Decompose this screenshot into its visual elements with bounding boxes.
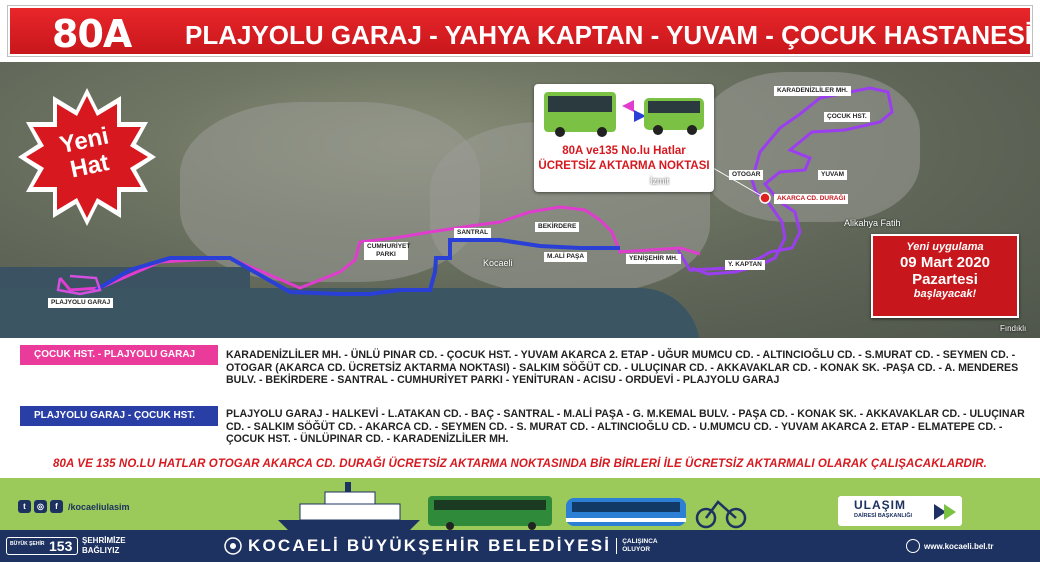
facebook-icon[interactable]: f: [50, 500, 63, 513]
route-description: [0, 338, 1040, 478]
stop-label: PLAJYOLU GARAJ: [48, 298, 113, 308]
footer-transport-strip: [0, 478, 1040, 530]
new-line-word1: Yeni: [57, 122, 112, 160]
slogan: [82, 536, 126, 556]
ferry-icon: [278, 482, 420, 530]
ulasim-subtitle: DAİRESİ BAŞKANLIĞI: [854, 513, 913, 519]
stop-label: CUMHURİYET PARKI: [364, 242, 408, 260]
municipality-motto: [622, 538, 657, 554]
globe-icon: [906, 539, 920, 553]
transport-icons: [270, 480, 750, 530]
ulasim-arrow-icon: [930, 500, 958, 524]
date-box-line1: Yeni uygulama: [906, 241, 984, 253]
municipality-name: KOCAELİ BÜYÜKŞEHİR BELEDİYESİ: [248, 536, 612, 555]
hotline-badge-label: BÜYÜK ŞEHİR: [10, 541, 45, 547]
place-name: İzmit: [650, 176, 669, 186]
place-name: Fındıklı: [1000, 324, 1027, 333]
stops-return: PLAJYOLU GARAJ - HALKEVİ - L.ATAKAN CD. - BAÇ - SANTRAL - M.ALİ PAŞA - G. M.KEMAL BULV. - PAŞA CD. - KONAK SK. - AKKAVAKLAR CD. - ULUÇINAR CD. - SALKIM SÖĞÜT CD. - AKARCA CD. - SEYMEN CD. - S. MURAT CD. - ALTINCIOĞLU CD. - U.MUMCU CD. - YUVAM AKARCA 2. ETAP - ELMATEPE CD. - ÇOCUK HST. - ÜNLÜPINAR CD. - KARADENİZLİLER MH.: [226, 408, 1025, 445]
place-name: Kocaeli: [483, 258, 513, 268]
stop-label: YUVAM: [818, 170, 847, 180]
website-url[interactable]: www.kocaeli.bel.tr: [924, 541, 994, 551]
transfer-info-line1: 80A ve135 No.lu Hatlar: [562, 145, 686, 157]
stop-label: OTOGAR: [729, 170, 763, 180]
header-banner: [8, 6, 1032, 56]
stop-label: Y. KAPTAN: [725, 260, 765, 270]
date-box-day: Pazartesi: [912, 271, 978, 288]
slogan-line1: ŞEHRİMİZE: [82, 536, 126, 545]
divider: [616, 538, 617, 554]
instagram-icon[interactable]: ◎: [34, 500, 47, 513]
place-name: Alikahya Fatih: [844, 218, 901, 228]
transfer-notice: 80A VE 135 NO.LU HATLAR OTOGAR AKARCA CD. DURAĞI ÜCRETSİZ AKTARMA NOKTASINDA BİR BİRLERİ İLE ÜCRETSİZ AKTARMALI OLARAK ÇALIŞACAKLARDIR.: [53, 458, 987, 470]
bus-transfer-illustration: [534, 84, 714, 144]
twitter-icon[interactable]: t: [18, 500, 31, 513]
date-box-line4: başlayacak!: [913, 288, 977, 300]
social-handle[interactable]: /kocaeliulasim: [68, 501, 130, 512]
motto-line1: ÇALIŞINCA: [622, 538, 658, 545]
tram-icon: [566, 498, 686, 526]
transfer-info-line2: ÜCRETSİZ AKTARMA NOKTASI: [538, 160, 710, 172]
municipality-brand: [224, 536, 658, 556]
social-links[interactable]: [18, 500, 130, 513]
stop-label: BEKİRDERE: [535, 222, 579, 232]
bus-icon: [428, 496, 552, 530]
header: [0, 0, 1040, 62]
transport-department-logo: [838, 496, 962, 526]
stops-outbound: KARADENİZLİLER MH. - ÜNLÜ PINAR CD. - ÇOCUK HST. - YUVAM AKARCA 2. ETAP - UĞUR MUMCU CD. - ALTINCIOĞLU CD. - S.MURAT CD. - SEYMEN CD. - OTOGAR (AKARCA CD. ÜCRETSİZ AKTARMA NOKTASI) - SALKIM SÖĞÜT CD. - ULUÇINAR CD. - AKKAVAKLAR CD. - KONAK SK. -PAŞA CD. - A. MENDERES BULV. - BEKİRDERE - SANTRAL - CUMHURİYET PARKI - YENİTURAN - ACISU - ORDUEVİ - PLAJYOLU GARAJ: [226, 349, 1019, 386]
transfer-info-text: [534, 144, 714, 174]
stop-label: ÇOCUK HST.: [824, 112, 870, 122]
slogan-line2: BAĞLIYIZ: [82, 546, 120, 555]
route-number: 80A: [52, 12, 132, 56]
transfer-stop-marker: [760, 193, 770, 203]
new-line-word2: Hat: [67, 149, 112, 184]
direction-tag-return: PLAJYOLU GARAJ - ÇOCUK HST.: [20, 406, 218, 426]
stop-label: KARADENİZLİLER MH.: [774, 86, 851, 96]
start-date-box: [871, 234, 1019, 318]
stop-label: SANTRAL: [454, 228, 491, 238]
date-box-date: 09 Mart 2020: [899, 254, 991, 271]
hotline-number: 153: [49, 538, 73, 554]
stop-label: YENİŞEHİR MH.: [626, 254, 681, 264]
hotline-badge[interactable]: [6, 537, 78, 555]
direction-tag-outbound: ÇOCUK HST. - PLAJYOLU GARAJ: [20, 345, 218, 365]
route-map[interactable]: [0, 62, 1040, 338]
route-title: PLAJYOLU GARAJ - YAHYA KAPTAN - YUVAM - ÇOCUK HASTANESİ: [185, 20, 1033, 50]
website-link[interactable]: [906, 539, 994, 553]
municipality-emblem-icon: [224, 537, 242, 555]
stop-label: AKARCA CD. DURAĞI: [774, 194, 848, 204]
motto-line2: OLUYOR: [622, 546, 651, 553]
transfer-info-box: [534, 84, 714, 192]
bicycle-icon: [697, 502, 745, 527]
ulasim-title: ULAŞIM: [854, 498, 906, 512]
footer-bar: [0, 530, 1040, 562]
stop-label: M.ALİ PAŞA: [544, 252, 587, 262]
new-line-badge: [18, 88, 156, 226]
